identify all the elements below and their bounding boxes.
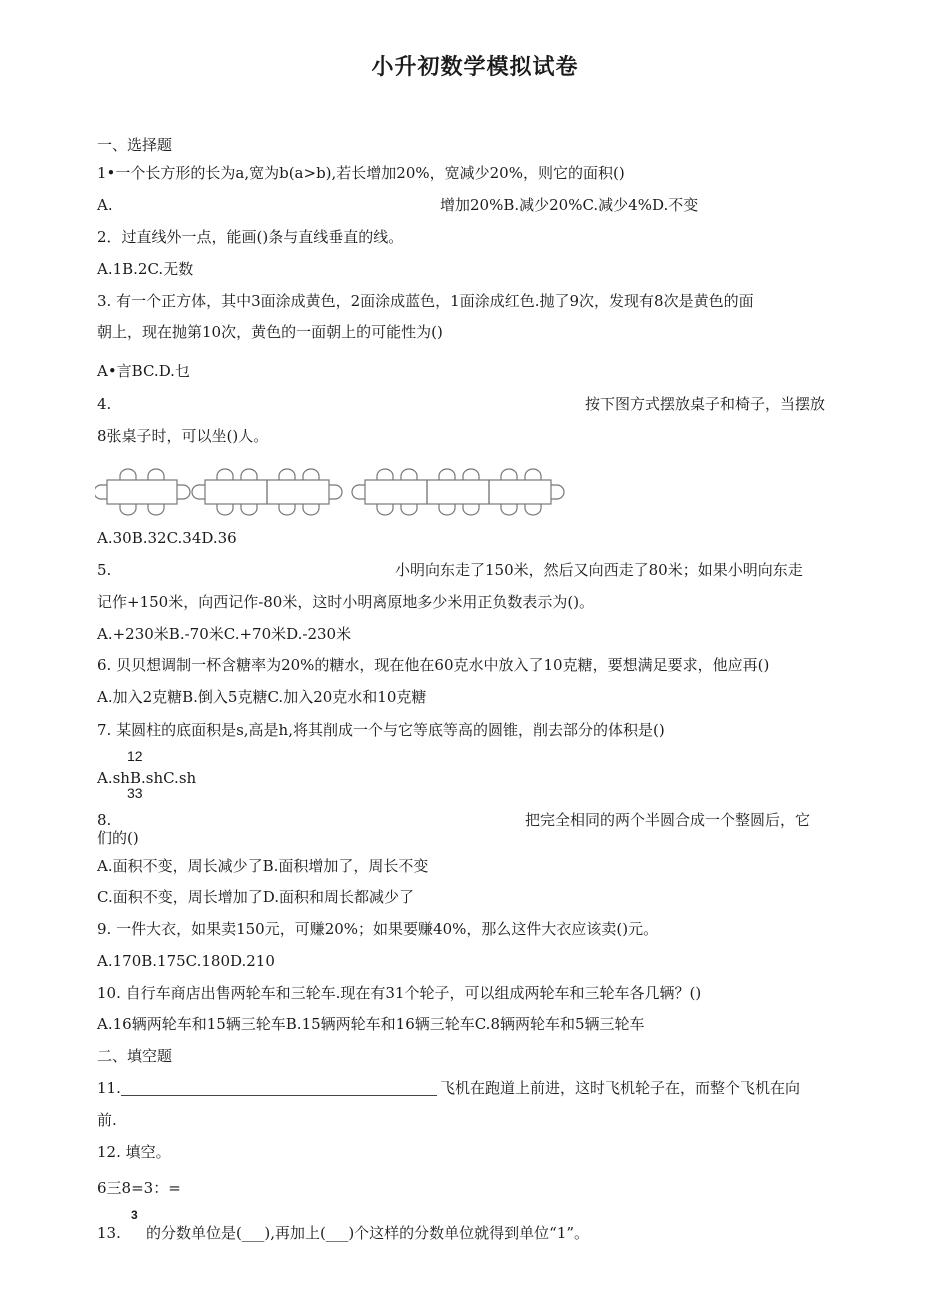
q5-options: A.+230米B.-70米C.+70米D.-230米: [97, 625, 352, 643]
q13-number: 13.: [97, 1224, 121, 1242]
q7-numerators: 12: [127, 748, 143, 764]
q5-stem-line1: 小明向东走了150米，然后又向西走了80米；如果小明向东走: [395, 561, 803, 579]
q13-superscript: 3: [131, 1208, 138, 1222]
section-fill-heading: 二、填空题: [97, 1047, 173, 1065]
q7-options: A.shB.shC.sh: [97, 769, 197, 787]
q2-options: A.1B.2C.无数: [97, 260, 194, 278]
q8-number: 8.: [97, 811, 112, 829]
q8-options-line2: C.面积不变，周长增加了D.面积和周长都减少了: [97, 888, 414, 906]
section-choice-heading: 一、选择题: [97, 136, 173, 154]
q6-options: A.加入2克糖B.倒入5克糖C.加入20克水和10克糖: [97, 688, 427, 706]
q1-option-label: A.: [97, 196, 113, 214]
q11-stem-line1: 飞机在跑道上前进，这时飞机轮子在，而整个飞机在向: [440, 1079, 801, 1097]
q3-stem-line1: 3. 有一个正方体，其中3面涂成黄色，2面涂成蓝色，1面涂成红色.抛了9次，发现有8次是黄色的面: [97, 292, 754, 310]
q13-stem: 的分数单位是(___),再加上(___)个这样的分数单位就得到单位“1”。: [146, 1224, 590, 1242]
q10-options: A.16辆两轮车和15辆三轮车B.15辆两轮车和16辆三轮车C.8辆两轮车和5辆三轮车: [97, 1015, 645, 1033]
q10-stem: 10. 自行车商店出售两轮车和三轮车.现在有31个轮子，可以组成两轮车和三轮车各几辆？(): [97, 984, 702, 1002]
q3-stem-line2: 朝上，现在抛第10次，黄色的一面朝上的可能性为(): [97, 323, 443, 341]
q2-stem: 2．过直线外一点，能画()条与直线垂直的线。: [97, 228, 404, 246]
q4-options: A.30B.32C.34D.36: [97, 529, 237, 547]
q7-stem: 7. 某圆柱的底面积是s,高是h,将其削成一个与它等底等高的圆锥，削去部分的体积是(): [97, 721, 665, 739]
q11-stem-line2: 前.: [97, 1111, 117, 1129]
q1-options: 增加20%B.减少20%C.减少4%D.不变: [440, 196, 699, 214]
tables-and-chairs-figure: [95, 462, 575, 524]
q3-options: A•言BC.D.乜: [97, 362, 190, 380]
q11-answer-blank: [121, 1095, 437, 1096]
q7-denominators: 33: [127, 785, 143, 801]
page-title: 小升初数学模拟试卷: [371, 55, 579, 80]
q9-stem: 9. 一件大衣，如果卖150元，可赚20%；如果要赚40%，那么这件大衣应该卖()元。: [97, 920, 659, 938]
q11-number: 11.: [97, 1079, 121, 1097]
q4-stem-line2: 8张桌子时，可以坐()人。: [97, 427, 269, 445]
q8-stem-line1: 把完全相同的两个半圆合成一个整圆后，它: [525, 811, 811, 829]
table-arrangement-1: [95, 469, 190, 515]
q5-stem-line2: 记作+150米，向西记作-80米，这时小明离原地多少米用正负数表示为()。: [97, 593, 595, 611]
q1-stem: 1•一个长方形的长为a,宽为b(a>b),若长增加20%，宽减少20%，则它的面积(): [97, 164, 625, 182]
q4-number: 4.: [97, 395, 112, 413]
q4-stem-line1: 按下图方式摆放桌子和椅子，当摆放: [585, 395, 826, 413]
q12-expression: 6三8=3：=: [97, 1179, 181, 1197]
q9-options: A.170B.175C.180D.210: [97, 952, 275, 970]
table-arrangement-2: [192, 469, 342, 515]
q5-number: 5.: [97, 561, 112, 579]
table-arrangement-3: [352, 469, 564, 515]
q6-stem: 6. 贝贝想调制一杯含糖率为20%的糖水，现在他在60克水中放入了10克糖，要想满足要求，他应再(): [97, 656, 770, 674]
q12-stem: 12. 填空。: [97, 1143, 171, 1161]
q8-options-line1: A.面积不变，周长减少了B.面积增加了，周长不变: [97, 857, 429, 875]
q8-stem-line2: 们的(): [97, 829, 139, 847]
